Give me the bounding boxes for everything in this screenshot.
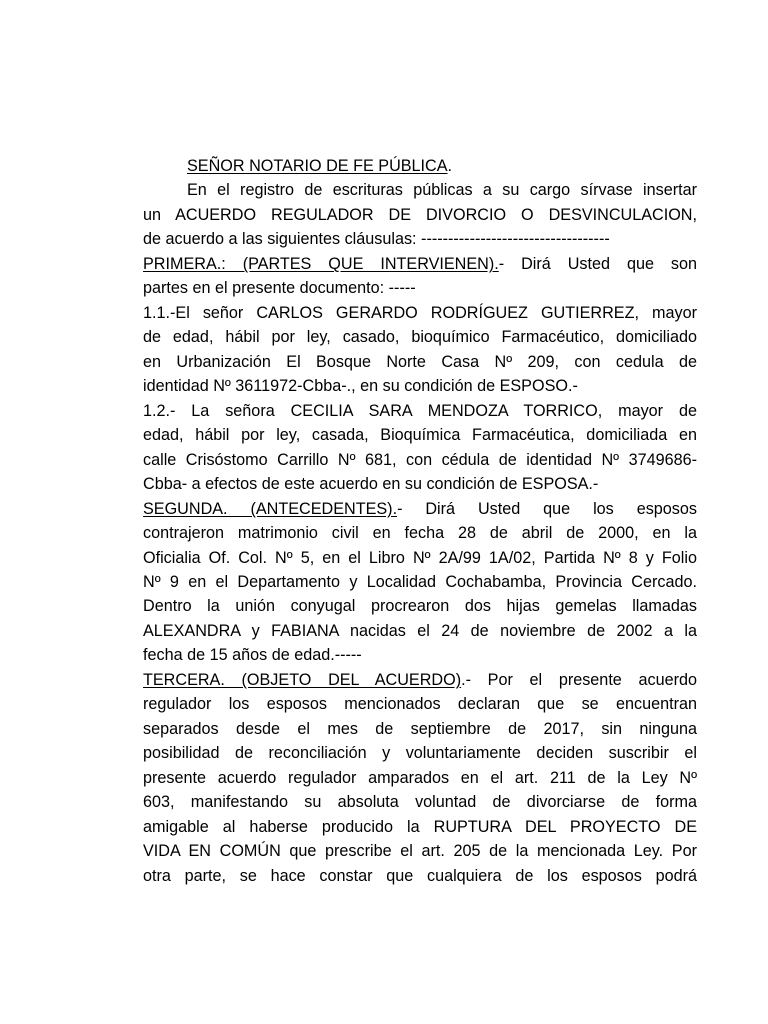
text-run: Nº 9 en el Departamento y Localidad Cochabamba, Provincia Cercado. <box>143 573 697 591</box>
text-run: - Dirá Usted que son <box>498 255 697 273</box>
clause-heading: SEGUNDA. (ANTECEDENTES). <box>143 500 398 518</box>
text-line <box>143 303 697 323</box>
text-run: partes en el presente documento: ----- <box>143 279 416 297</box>
text-line <box>143 278 697 298</box>
text-line <box>143 694 697 714</box>
text-run: separados desde el mes de septiembre de 2017, sin ninguna <box>143 720 697 738</box>
text-line <box>143 327 697 347</box>
text-run: .- Por el presente acuerdo <box>461 671 697 689</box>
text-run: posibilidad de reconciliación y voluntariamente deciden suscribir el <box>143 744 697 762</box>
text-line <box>143 229 697 249</box>
text-line <box>143 572 697 592</box>
text-run: - Dirá Usted que los esposos <box>397 500 697 518</box>
text-run: un ACUERDO REGULADOR DE DIVORCIO O DESVINCULACION, <box>143 206 697 224</box>
text-line <box>143 401 697 421</box>
text-run: ALEXANDRA y FABIANA nacidas el 24 de noviembre de 2002 a la <box>143 622 697 640</box>
text-run: presente acuerdo regulador amparados en el art. 211 de la Ley Nº <box>143 769 697 787</box>
text-line <box>143 719 697 739</box>
text-line <box>143 450 697 470</box>
text-run: En el registro de escrituras públicas a su cargo sírvase insertar <box>187 181 697 199</box>
text-line <box>143 768 697 788</box>
clause-heading: SEÑOR NOTARIO DE FE PÚBLICA <box>187 157 448 175</box>
text-run: 603, manifestando su absoluta voluntad de divorciarse de forma <box>143 793 697 811</box>
text-line <box>143 841 697 861</box>
text-line <box>143 352 697 372</box>
text-run: 1.1.-El señor CARLOS GERARDO RODRÍGUEZ GUTIERREZ, mayor <box>143 304 697 322</box>
text-line <box>187 180 697 200</box>
text-run: Cbba- a efectos de este acuerdo en su condición de ESPOSA.- <box>143 475 599 493</box>
text-line <box>143 254 697 274</box>
text-run: contrajeron matrimonio civil en fecha 28 de abril de 2000, en la <box>143 524 697 542</box>
text-line <box>143 621 697 641</box>
text-run: calle Crisóstomo Carrillo Nº 681, con cédula de identidad Nº 3749686- <box>143 451 697 469</box>
text-line <box>143 670 697 690</box>
text-run: 1.2.- La señora CECILIA SARA MENDOZA TORRICO, mayor de <box>143 402 697 420</box>
text-run: VIDA EN COMÚN que prescribe el art. 205 de la mencionada Ley. Por <box>143 842 697 860</box>
text-run: fecha de 15 años de edad.----- <box>143 646 362 664</box>
text-line <box>143 205 697 225</box>
text-line <box>143 792 697 812</box>
text-run: de edad, hábil por ley, casado, bioquímico Farmacéutico, domiciliado <box>143 328 697 346</box>
text-run: identidad Nº 3611972-Cbba-., en su condición de ESPOSO.- <box>143 377 578 395</box>
text-line <box>143 866 697 886</box>
text-line <box>143 817 697 837</box>
text-run: Dentro la unión conyugal procrearon dos hijas gemelas llamadas <box>143 597 697 615</box>
text-run: de acuerdo a las siguientes cláusulas: ----------------------------------- <box>143 230 610 248</box>
text-run: otra parte, se hace constar que cualquiera de los esposos podrá <box>143 867 697 885</box>
text-line <box>187 156 697 176</box>
clause-heading: TERCERA. (OBJETO DEL ACUERDO) <box>143 671 462 689</box>
text-line <box>143 499 697 519</box>
text-line <box>143 376 697 396</box>
text-line <box>143 645 697 665</box>
text-run: Oficialia Of. Col. Nº 5, en el Libro Nº 2A/99 1A/02, Partida Nº 8 y Folio <box>143 549 697 567</box>
text-line <box>143 523 697 543</box>
text-line <box>143 548 697 568</box>
text-run: en Urbanización El Bosque Norte Casa Nº 209, con cedula de <box>143 353 697 371</box>
text-line <box>143 474 697 494</box>
text-run: amigable al haberse producido la RUPTURA DEL PROYECTO DE <box>143 818 697 836</box>
clause-heading: PRIMERA.: (PARTES QUE INTERVIENEN). <box>143 255 499 273</box>
text-line <box>143 743 697 763</box>
text-run: regulador los esposos mencionados declaran que se encuentran <box>143 695 697 713</box>
text-line <box>143 425 697 445</box>
text-run: edad, hábil por ley, casada, Bioquímica Farmacéutica, domiciliada en <box>143 426 697 444</box>
text-line <box>143 596 697 616</box>
text-run: . <box>447 157 453 175</box>
